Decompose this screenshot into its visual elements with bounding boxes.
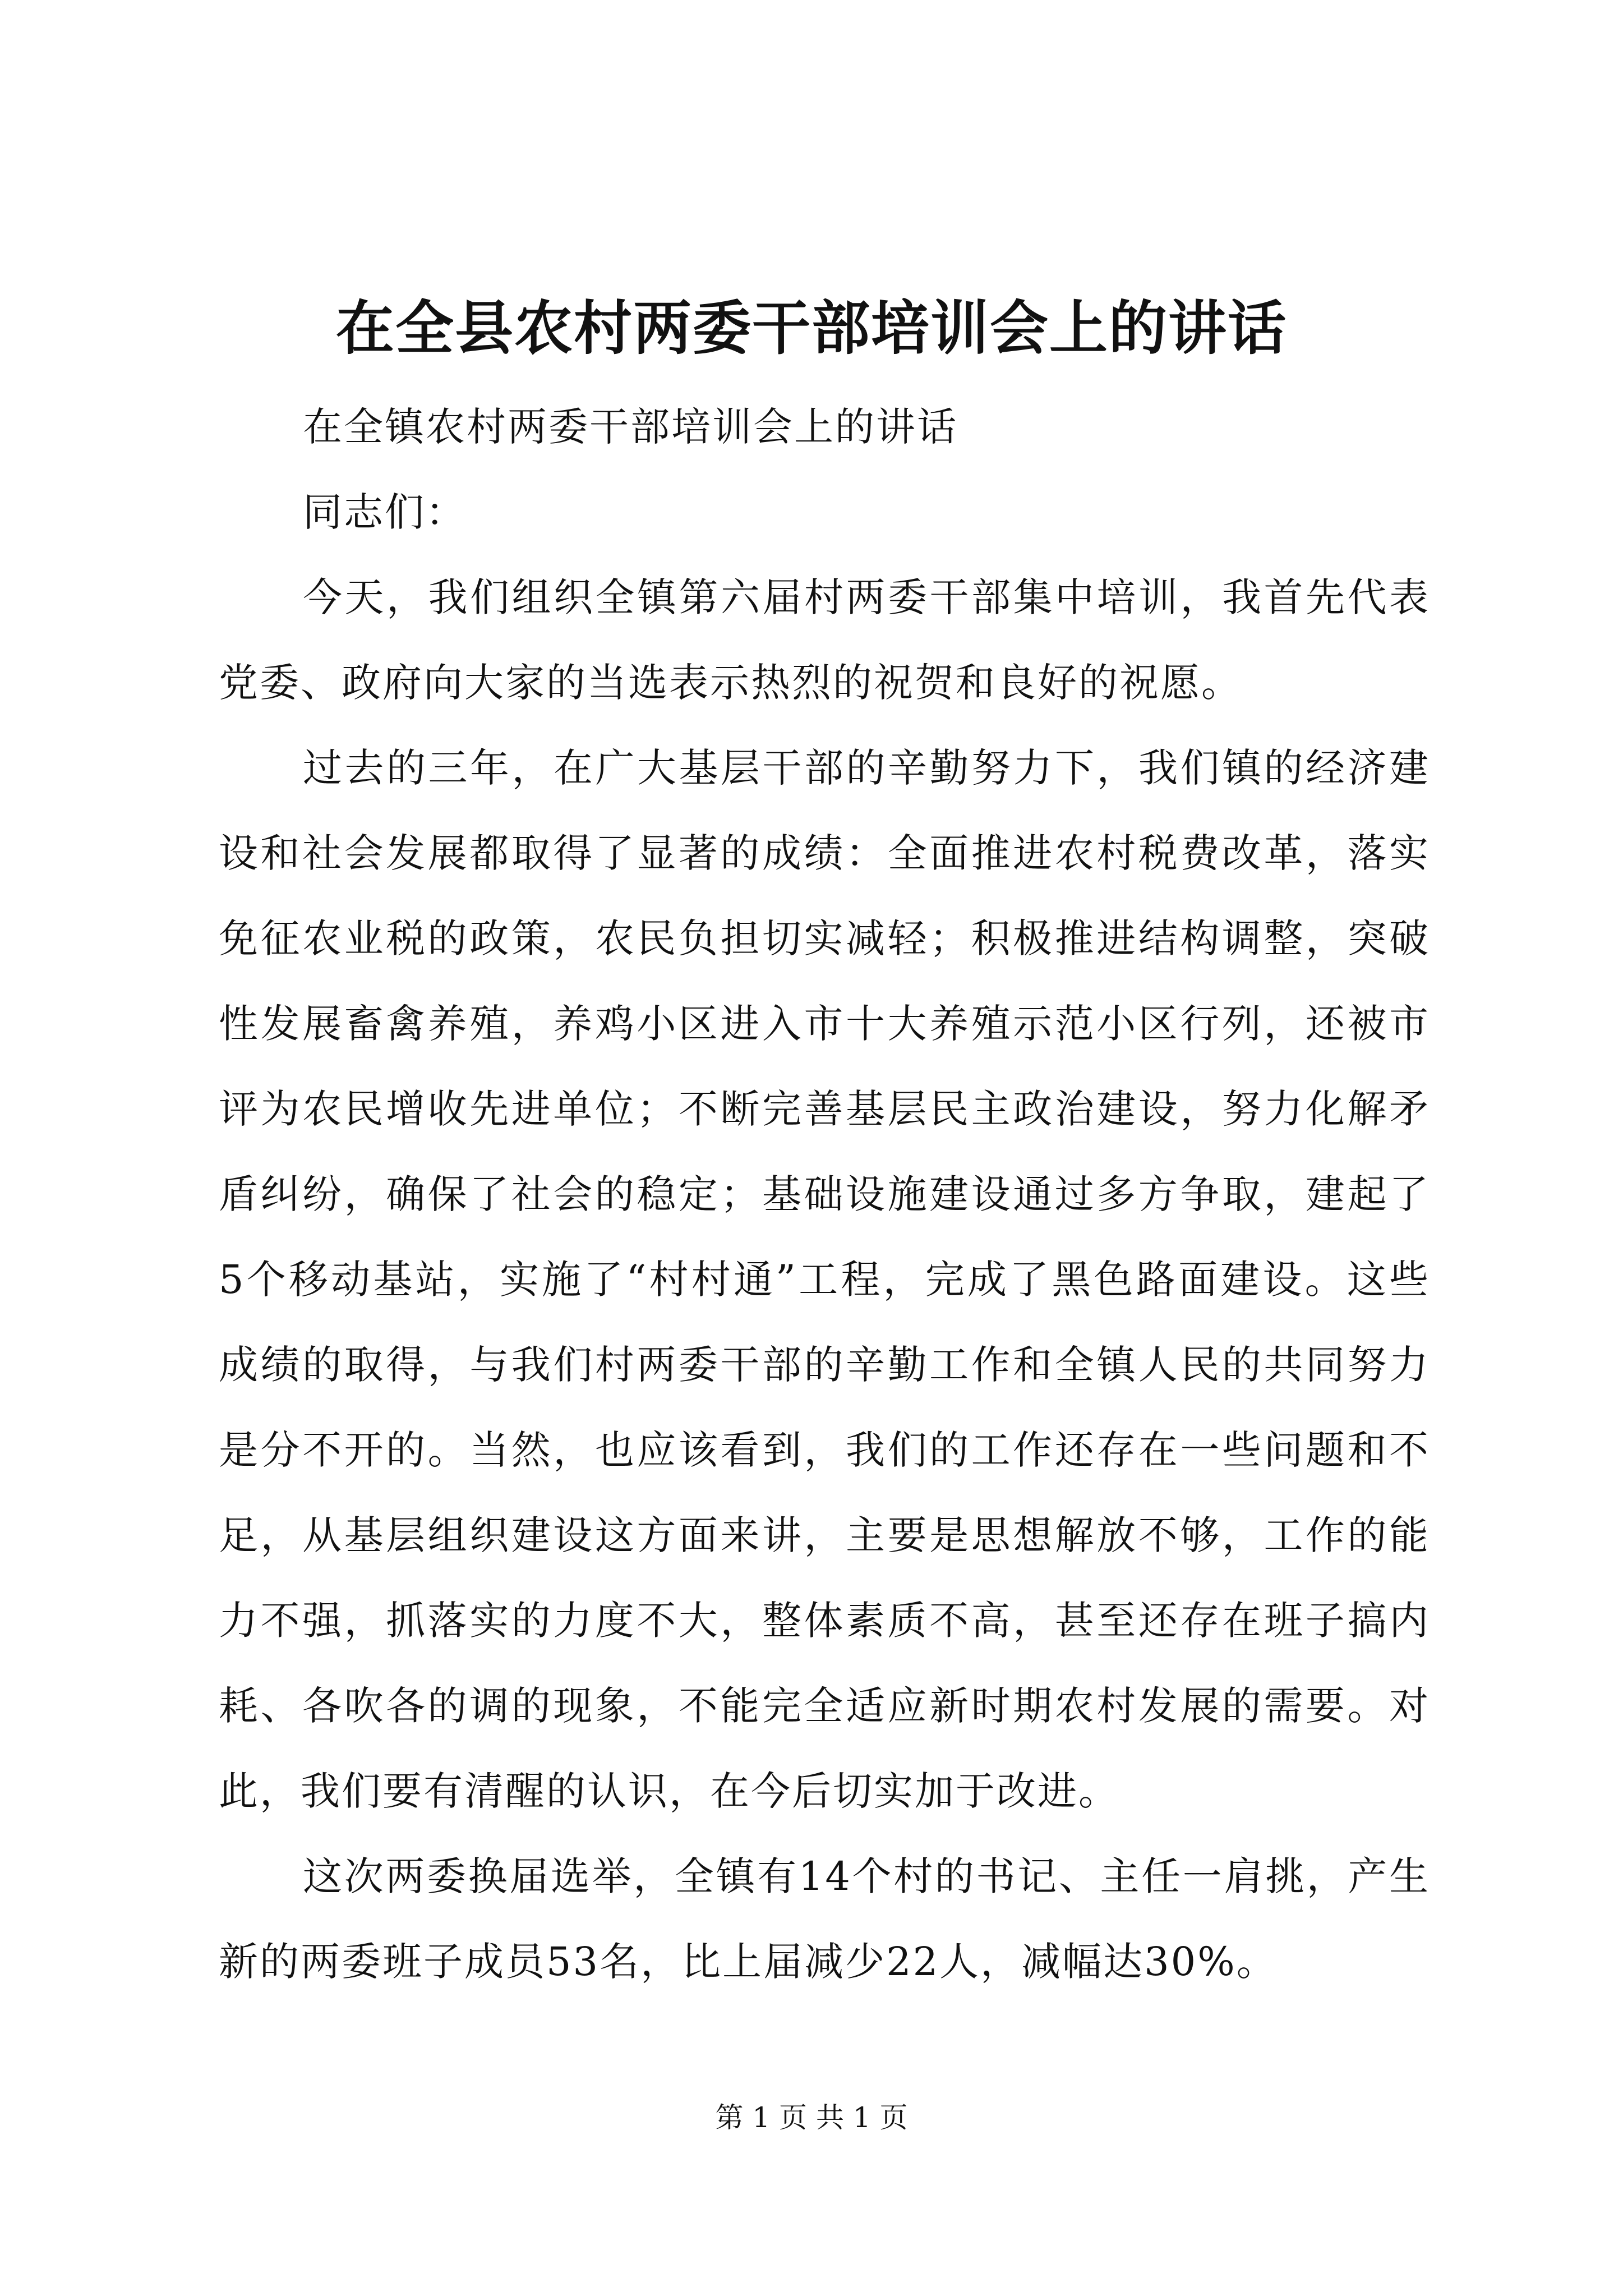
body-paragraph: 这次两委换届选举，全镇有14个村的书记、主任一肩挑，产生新的两委班子成员53名，比上届减少22人，减幅达30%。 [219,1853,1430,1985]
page-number-footer: 第 1 页 共 1 页 [715,2101,908,2134]
document-body [219,384,1430,2004]
body-paragraph: 今天，我们组织全镇第六届村两委干部集中培训，我首先代表党委、政府向大家的当选表示热烈的祝贺和良好的祝愿。 [219,574,1430,706]
salutation-paragraph: 同志们： [303,489,467,535]
body-paragraph: 过去的三年，在广大基层干部的辛勤努力下，我们镇的经济建设和社会发展都取得了显著的成绩：全面推进农村税费改革，落实免征农业税的政策，农民负担切实减轻；积极推进结构调整，突破性发展畜禽养殖，养鸡小区进入市十大养殖示范小区行列，还被市评为农民增收先进单位；不断完善基层民主政治建设，努力化解矛盾纠纷，确保了社会的稳定；基础设施建设通过多方争取，建起了5个移动基站，实施了“村村通”工程，完成了黑色路面建设。这些成绩的取得，与我们村两委干部的辛勤工作和全镇人民的共同努力是分不开的。当然，也应该看到，我们的工作还存在一些问题和不足，从基层组织建设这方面来讲，主要是思想解放不够，工作的能力不强，抓落实的力度不大，整体素质不高，甚至还存在班子搞内耗、各吹各的调的现象，不能完全适应新时期农村发展的需要。对此，我们要有清醒的认识，在今后切实加于改进。 [219,745,1430,1814]
subtitle-paragraph: 在全镇农村两委干部培训会上的讲话 [303,404,958,450]
document-title: 在全县农村两委干部培训会上的讲话 [335,293,1287,362]
